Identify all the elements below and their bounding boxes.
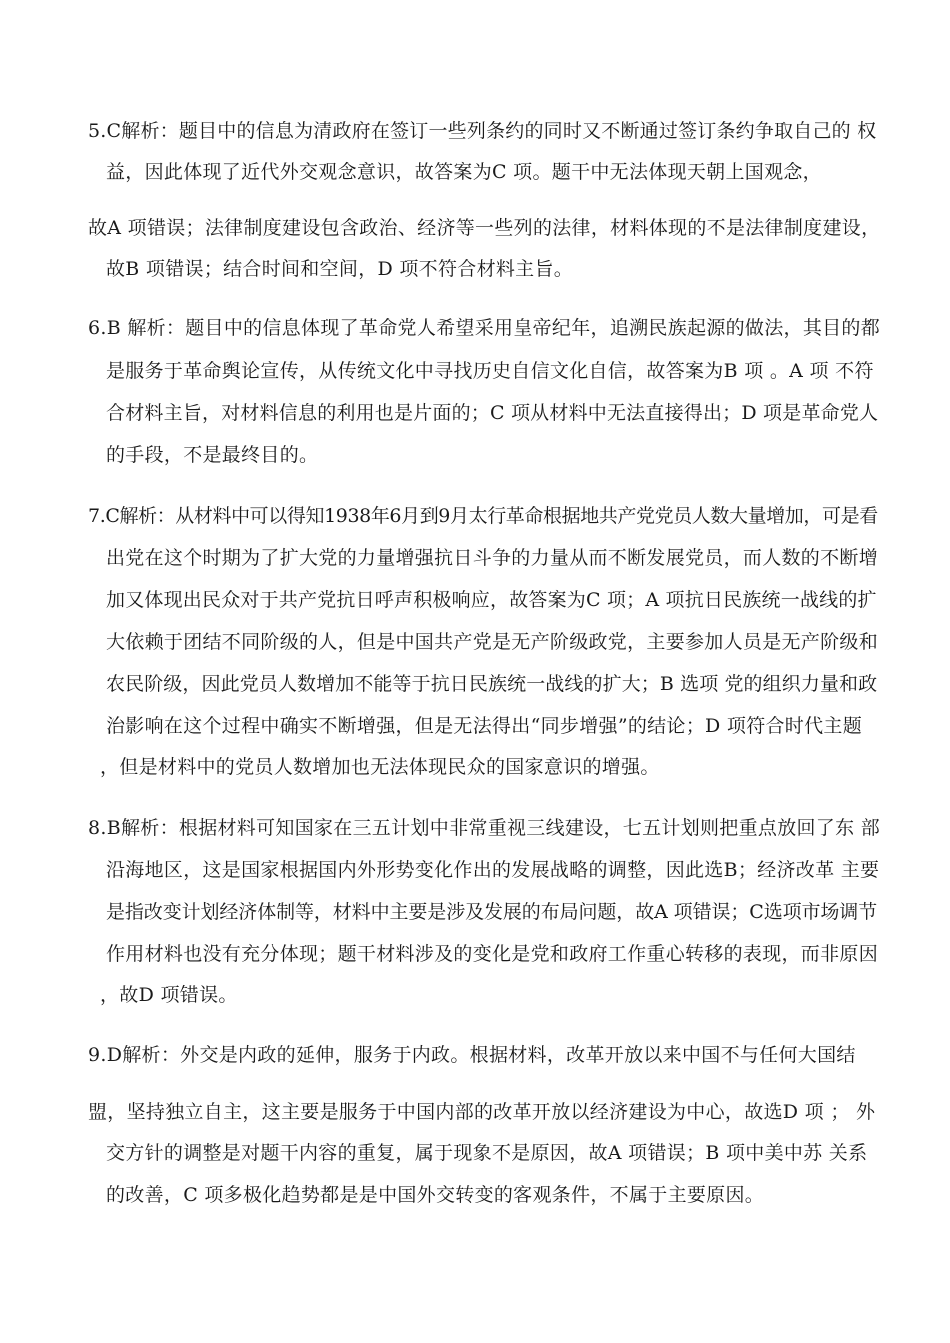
answer-7-line-5: 农民阶级，因此党员人数增加不能等于抗日民族统一战线的扩大；B 选项 党的组织力量和政 bbox=[106, 673, 878, 695]
answer-6-line-3: 合材料主旨，对材料信息的利用也是片面的；C 项从材料中无法直接得出；D 项是革命党人 bbox=[106, 402, 879, 424]
answer-7-line-3: 加又体现出民众对于共产党抗日呼声积极响应，故答案为C 项；A 项抗日民族统一战线的扩 bbox=[106, 589, 877, 611]
answer-6-line-2: 是服务于革命舆论宣传，从传统文化中寻找历史自信文化自信，故答案为B 项 。A 项 不符 bbox=[106, 360, 874, 382]
answer-5-line-4: 故B 项错误；结合时间和空间，D 项不符合材料主旨。 bbox=[106, 258, 574, 280]
answer-8-line-3: 是指改变计划经济体制等，材料中主要是涉及发展的布局问题，故A 项错误；C选项市场调节 bbox=[106, 901, 878, 923]
answer-9-line-2: 盟，坚持独立自主，这主要是服务于中国内部的改革开放以经济建设为中心，故选D 项 ； 外 bbox=[88, 1101, 876, 1123]
answer-7-line-6: 治影响在这个过程中确实不断增强，但是无法得出“同步增强”的结论；D 项符合时代主题 bbox=[106, 715, 863, 737]
answer-9-line-1: 9.D解析：外交是内政的延伸，服务于内政。根据材料，改革开放以来中国不与任何大国结 bbox=[88, 1044, 856, 1066]
answer-5-line-2: 益，因此体现了近代外交观念意识，故答案为C 项。题干中无法体现天朝上国观念， bbox=[106, 161, 822, 183]
answer-8-line-5: ，故D 项错误。 bbox=[100, 984, 238, 1006]
answer-5-line-3: 故A 项错误；法律制度建设包含政治、经济等一些列的法律，材料体现的不是法律制度建设， bbox=[88, 217, 881, 239]
answer-7-line-4: 大依赖于团结不同阶级的人，但是中国共产党是无产阶级政党，主要参加人员是无产阶级和 bbox=[106, 631, 879, 653]
answer-6-line-1: 6.B 解析：题目中的信息体现了革命党人希望采用皇帝纪年，追溯民族起源的做法，其目的都 bbox=[88, 317, 881, 339]
answer-9-line-4: 的改善，C 项多极化趋势都是是中国外交转变的客观条件，不属于主要原因。 bbox=[106, 1184, 765, 1206]
answer-7-line-2: 出党在这个时期为了扩大党的力量增强抗日斗争的力量从而不断发展党员，而人数的不断增 bbox=[106, 547, 879, 569]
answer-9-line-3: 交方针的调整是对题干内容的重复，属于现象不是原因，故A 项错误；B 项中美中苏 关系 bbox=[106, 1142, 868, 1164]
answer-8-line-1: 8.B解析：根据材料可知国家在三五计划中非常重视三线建设，七五计划则把重点放回了东 部 bbox=[88, 817, 881, 839]
answer-6-line-4: 的手段，不是最终目的。 bbox=[106, 444, 319, 466]
answer-7-line-7: ，但是材料中的党员人数增加也无法体现民众的国家意识的增强。 bbox=[100, 756, 660, 778]
answer-8-line-2: 沿海地区，这是国家根据国内外形势变化作出的发展战略的调整，因此选B；经济改革 主要 bbox=[106, 859, 880, 881]
answer-5-line-1: 5.C解析：题目中的信息为清政府在签订一些列条约的同时又不断通过签订条约争取自己的 权 bbox=[88, 120, 877, 142]
answer-8-line-4: 作用材料也没有充分体现；题干材料涉及的变化是党和政府工作重心转移的表现，而非原因 bbox=[106, 943, 879, 965]
answer-7-line-1: 7.C解析：从材料中可以得知1938年6月到9月太行革命根据地共产党党员人数大量增加，可是看 bbox=[88, 505, 878, 527]
